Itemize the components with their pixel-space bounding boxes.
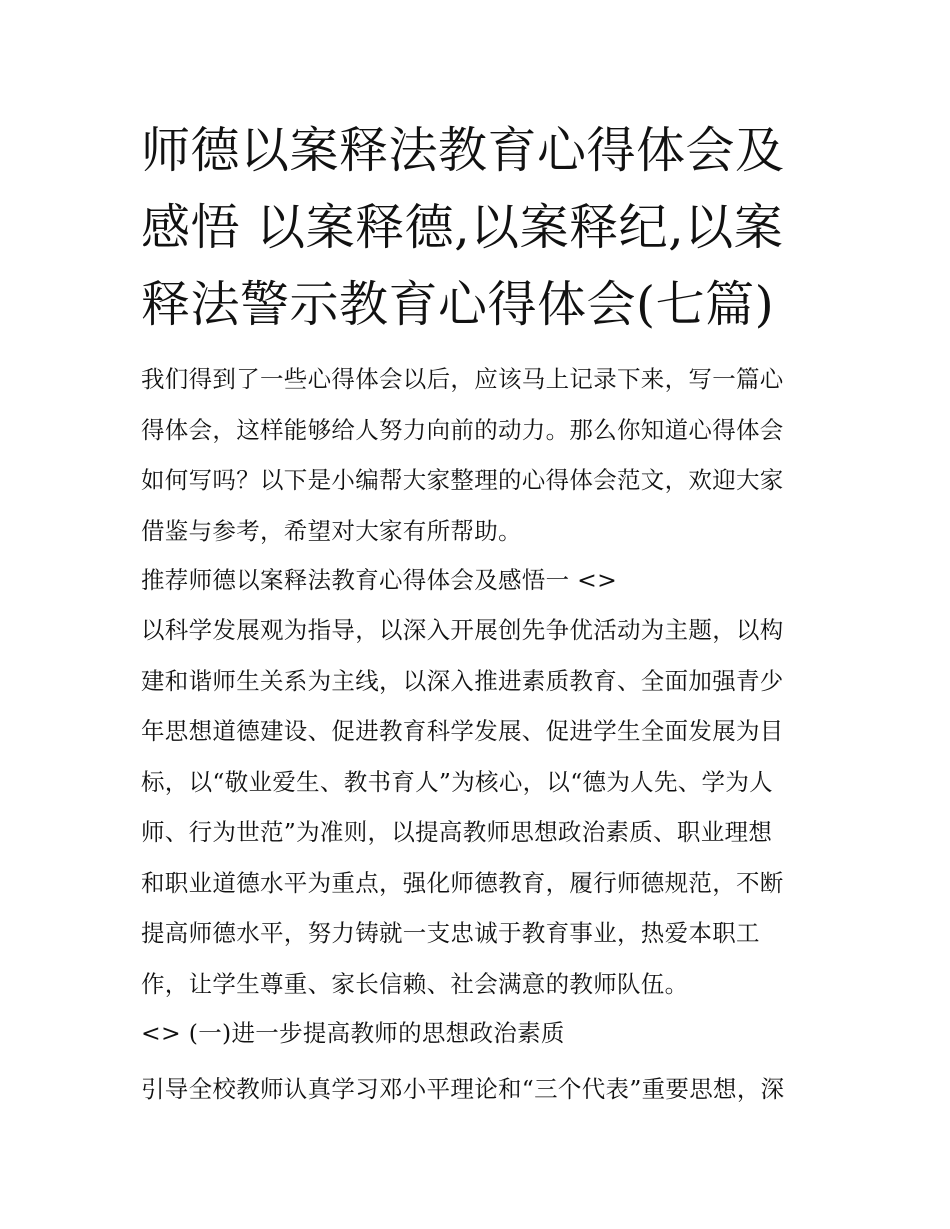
section-line: 建和谐师生关系为主线，以深入推进素质教育、全面加强青少 bbox=[141, 666, 784, 695]
document-body bbox=[141, 354, 813, 1115]
intro-paragraph bbox=[141, 354, 813, 556]
section-line: 提高师德水平，努力铸就一支忠诚于教育事业，热爱本职工 bbox=[141, 919, 760, 947]
section-line: 作，让学生尊重、家长信赖、社会满意的教师队伍。 bbox=[141, 969, 689, 998]
subheading: <> (一)进一步提高教师的思想政治素质 bbox=[141, 1019, 565, 1047]
section-line: 以科学发展观为指导，以深入开展创先争优活动为主题，以构 bbox=[141, 616, 784, 644]
intro-line: 我们得到了一些心得体会以后，应该马上记录下来，写一篇心 bbox=[141, 365, 784, 393]
title-line-3: 释法警示教育心得体会(七篇) bbox=[141, 276, 775, 333]
intro-line: 借鉴与参考，希望对大家有所帮助。 bbox=[141, 516, 522, 545]
section-line: 师、行为世范”为准则，以提高教师思想政治素质、职业理想 bbox=[141, 818, 773, 846]
section-paragraph bbox=[141, 605, 813, 1009]
section-heading: 推荐师德以案释法教育心得体会及感悟一 <> bbox=[141, 566, 618, 594]
title-line-2: 感悟 以案释德,以案释纪,以案 bbox=[141, 199, 784, 256]
section-line: 年思想道德建设、促进教育科学发展、促进学生全面发展为目 bbox=[141, 717, 784, 745]
section-line: 和职业道德水平为重点，强化师德教育，履行师德规范，不断 bbox=[141, 868, 784, 897]
document-title bbox=[141, 112, 813, 343]
intro-line: 如何写吗？以下是小编帮大家整理的心得体会范文，欢迎大家 bbox=[141, 466, 784, 494]
final-line: 引导全校教师认真学习邓小平理论和“三个代表”重要思想，深 bbox=[141, 1075, 785, 1103]
section-line: 标，以“敬业爱生、教书育人”为核心，以“德为人先、学为人 bbox=[141, 767, 773, 796]
document-page bbox=[141, 112, 813, 1115]
title-line-1: 师德以案释法教育心得体会及 bbox=[141, 122, 785, 179]
intro-line: 得体会，这样能够给人努力向前的动力。那么你知道心得体会 bbox=[141, 415, 784, 444]
